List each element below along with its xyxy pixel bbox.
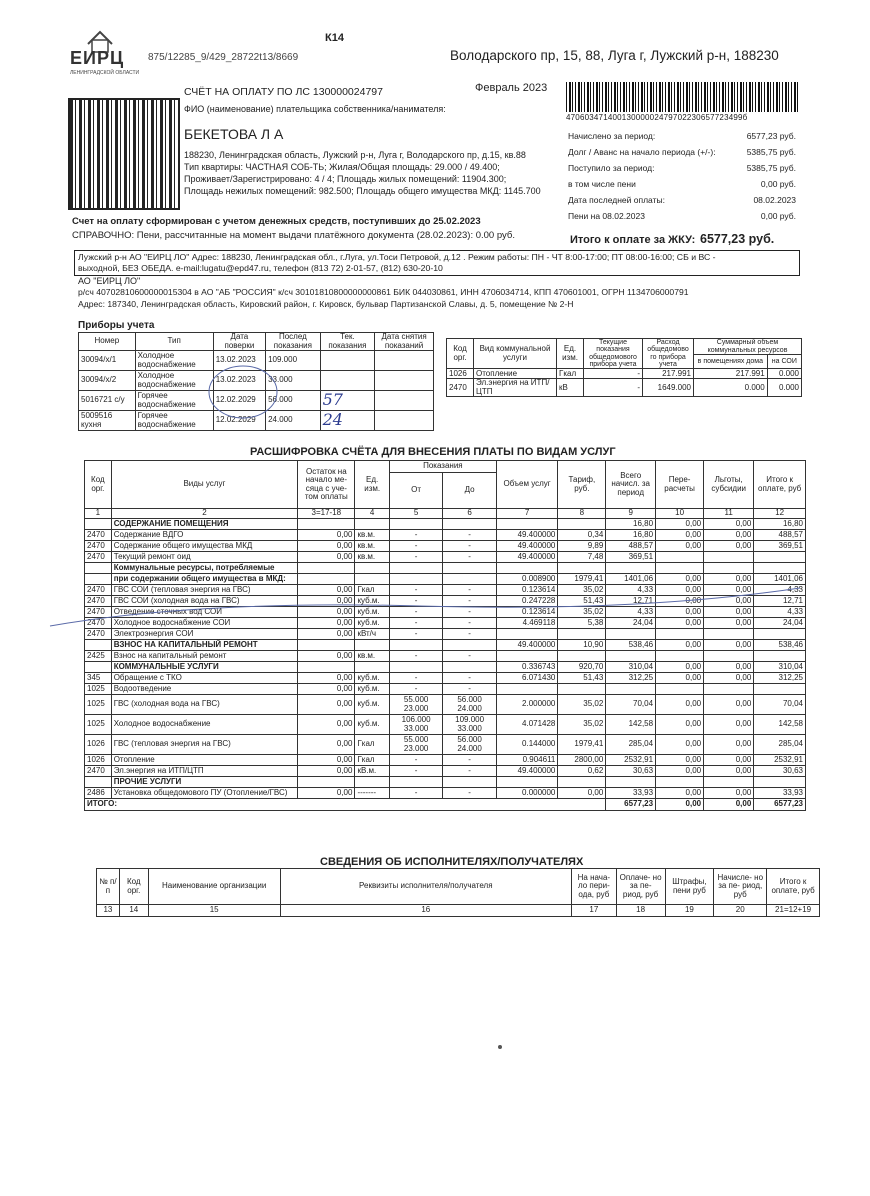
payer-label: ФИО (наименование) плательщика собственника/нанимателя: [184,104,446,114]
summary-row: Дата последней оплаты: 08.02.2023 [568,194,796,205]
service-row: 2470 ГВС СОИ (холодная вода на ГВС) 0,00 куб.м. - - 0.247228 51,43 12,71 0,00 0,00 12,71 [85,596,806,607]
header-address: Володарского пр, 15, 88, Луга г, Лужский р-н, 188230 [450,48,779,63]
bill-detail-1: 188230, Ленинградская область, Лужский р-н, Луга г, Володарского пр, д.15, кв.88 [184,150,526,160]
common-meter-row: 2470 Эл.энергия на ИТП/ЦТП кВ - 1649.000 0.000 0.000 [447,379,802,397]
page-dot [498,1045,502,1049]
meters-title: Приборы учета [78,320,155,331]
office-mark: К14 [325,32,344,44]
org-line-5: Адрес: 187340, Ленинградская область, Кировский район, г. Кировск, бульвар Партизанской Славы, д. 5, помещение № 2-Н [78,299,574,309]
bill-detail-3: Проживает/Зарегистрировано: 4 / 4; Площадь жилых помещений: 11904.300; [184,174,507,184]
services-table: Код орг. Виды услуг Остаток на начало ме- сяца с уче- том оплаты Ед. изм. Показания Объем услуг Тариф, руб. Всего начисл. за период Пере- расчеты Льготы, субсидии Итого к оплате, руб От До 1 2 3=17-18 4 5 6 7 8 9 10 11 12 СОДЕРЖАНИЕ ПОМЕЩЕНИЯ 16,80 0,00 0,00 16,80 2470 Содержание ВДГО 0,00 кв.м. - - 49.400000 0,34 16,80 0,00 0,00 488,57 2470 Содержание общего имущества МКД 0,00 кв.м. - - 49.400000 9,89 488,57 0,00 0,00 369,51 2470 Текущий ремонт оид 0,00 кв.м. - - 49.400000 7,48 369,51 Коммунальные ресурсы, потребляемые при содержании общего имущества в МКД: 0.008900 1979,41 1401,06 0,00 0,00 1401,06 2470 ГВС СОИ (тепловая энергия на ГВС) 0,00 Гкал - - 0.123614 35,02 4,33 0,00 0,00 4,33 2470 ГВС СОИ (холодная вода на ГВС) 0,00 куб.м. - - 0.247228 51,43 12,71 0,00 0,00 12,71 2470 Отведение сточных вод СОИ 0,00 куб.м. - - 0.123614 35,02 4,33 0,00 0,00 4,33 2470 Холодное водоснабжение СОИ 0,00 куб.м. - - 4.469118 5,38 24,04 0,00 0,00 24,04 2470 Электроэнергия СОИ 0,00 кВт/ч - - ВЗНОС НА КАПИТАЛЬНЫЙ РЕМОНТ 49.400000 10,90 538,46 0,00 0,00 538,46 2425 Взнос на капитальный ремонт 0,00 кв.м. - - КОММУНАЛЬНЫЕ УСЛУГИ 0.336743 920,70 310,04 0,00 0,00 310,04 345 Обращение с ТКО 0,00 куб.м. - - 6.071430 51,43 312,25 0,00 0,00 312,25 1025 Водоотведение 0,00 куб.м. - - 1025 ГВС (холодная вода на ГВС) 0,00 куб.м. 55.000 23.000 56.000 24.000 2.000000 35,02 70,04 0,00 0,00 70,04 1025 Холодное водоснабжение 0,00 куб.м. 106.000 33.000 109.000 33.000 4.071428 35,02 142,58 0,00 0,00 142,58 1026 ГВС (тепловая энергия на ГВС) 0,00 Гкал 55.000 23.000 56.000 24.000 0.144000 1979,41 285,04 0,00 0,00 285,04 1026 Отопление 0,00 Гкал - - 0.904611 2800,00 2532,91 0,00 0,00 2532,91 2470 Эл.энергия на ИТП/ЦТП 0,00 кВ.м. - - 49.400000 0,62 30,63 0,00 0,00 30,63 ПРОЧИЕ УСЛУГИ 2486 Установка общедомового ПУ (Отопление/ГВС) 0,00 ------- - - 0.000000 0,00 33,93 0,00 0,00 33,93 ИТОГО: 6577,23 0,00 0,00 6577,23 [84,460,806,811]
handwritten-reading: 57 [320,391,375,411]
common-meter-row: 1026 Отопление Гкал - 217.991 217.991 0.000 [447,369,802,379]
bill-title: СЧЁТ НА ОПЛАТУ ПО ЛС 130000024797 [184,86,383,98]
service-row: 2470 Содержание общего имущества МКД 0,00 кв.м. - - 49.400000 9,89 488,57 0,00 0,00 369,51 [85,541,806,552]
services-totals-row: ИТОГО: 6577,23 0,00 0,00 6577,23 [85,799,806,811]
service-row: 2470 Эл.энергия на ИТП/ЦТП 0,00 кВ.м. - - 49.400000 0,62 30,63 0,00 0,00 30,63 [85,766,806,777]
service-row: 2425 Взнос на капитальный ремонт 0,00 кв.м. - - [85,651,806,662]
service-row: 2486 Установка общедомового ПУ (Отопление/ГВС) 0,00 ------- - - 0.000000 0,00 33,93 0,00 0,00 33,93 [85,788,806,799]
recipients-title: СВЕДЕНИЯ ОБ ИСПОЛНИТЕЛЯХ/ПОЛУЧАТЕЛЯХ [320,856,584,868]
services-title: РАСШИФРОВКА СЧЁТА ДЛЯ ВНЕСЕНИЯ ПЛАТЫ ПО ВИДАМ УСЛУГ [250,446,616,458]
summary-row: в том числе пени 0,00 руб. [568,178,796,189]
total-label: Итого к оплате за ЖКУ: [570,234,696,246]
meters-table: Номер Тип Дата поверки Послед показания Тек. показания Дата снятия показаний 30094/x/1 Холодное водоснабжение 13.02.2023 109.000 30094/x/2 Холодное водоснабжение 13.02.2023 33.000 5016721 c/y Горячее водоснабжение 12.02.2029 56.000 57 5009516 кухня Горячее водоснабжение 12.02.2029 24.000 24 [78,332,434,431]
service-row: 2470 Отведение сточных вод СОИ 0,00 куб.м. - - 0.123614 35,02 4,33 0,00 0,00 4,33 [85,607,806,618]
summary-row: Начислено за период: 6577,23 руб. [568,130,796,141]
service-row: 2470 Текущий ремонт оид 0,00 кв.м. - - 49.400000 7,48 369,51 [85,552,806,563]
service-row: 2470 ГВС СОИ (тепловая энергия на ГВС) 0,00 Гкал - - 0.123614 35,02 4,33 0,00 0,00 4,33 [85,585,806,596]
service-row: при содержании общего имущества в МКД: 0.008900 1979,41 1401,06 0,00 0,00 1401,06 [85,574,806,585]
service-row: 1025 ГВС (холодная вода на ГВС) 0,00 куб.м. 55.000 23.000 56.000 24.000 2.000000 35,02 70,04 0,00 0,00 70,04 [85,695,806,715]
common-meters-table: Код орг. Вид коммунальной услуги Ед. изм. Текущие показания общедомового прибора учета Расход общедомово го прибора учета Суммарный объем коммунальных ресурсов в помещениях дома на СОИ 1026 Отопление Гкал - 217.991 217.991 0.000 2470 Эл.энергия на ИТП/ЦТП кВ - 1649.000 0.000 0.000 [446,338,802,397]
formed-note: Счет на оплату сформирован с учетом денежных средств, поступивших до 25.02.2023 [72,216,481,227]
underline-mark [50,588,800,626]
service-row: 345 Обращение с ТКО 0,00 куб.м. - - 6.071430 51,43 312,25 0,00 0,00 312,25 [85,673,806,684]
summary-row: Пени на 08.02.2023 0,00 руб. [568,210,796,221]
service-row: ВЗНОС НА КАПИТАЛЬНЫЙ РЕМОНТ 49.400000 10,90 538,46 0,00 0,00 538,46 [85,640,806,651]
logo-text: ЕИРЦ [70,48,125,68]
bill-detail-4: Площадь нежилых помещений: 982.500; Площадь общего имущества МКД: 1145.700 [184,186,541,196]
recipients-table: № п/п Код орг. Наименование организации Реквизиты исполнителя/получателя На нача- ло пери- ода, руб Оплаче- но за пе- риод, руб Штрафы, пени руб Начисле- но за пе- риод, руб Итого к оплате, руб 13 14 15 16 17 18 19 20 21=12+19 [96,868,820,917]
service-row: ПРОЧИЕ УСЛУГИ [85,777,806,788]
summary-row: Долг / Аванс на начало периода (+/-): 5385,75 руб. [568,146,796,157]
penalty-note: СПРАВОЧНО: Пени, рассчитанные на момент выдачи платёжного документа (28.02.2023): 0.00 руб. [72,230,515,241]
service-row: КОММУНАЛЬНЫЕ УСЛУГИ 0.336743 920,70 310,04 0,00 0,00 310,04 [85,662,806,673]
barcode-number: 47060347140013000002479702230657723499б [566,113,748,122]
circle-mark [209,366,277,418]
meter-row: 30094/x/1 Холодное водоснабжение 13.02.2023 109.000 [79,351,434,371]
meter-row: 30094/x/2 Холодное водоснабжение 13.02.2023 33.000 [79,371,434,391]
service-row: 2470 Холодное водоснабжение СОИ 0,00 куб.м. - - 4.469118 5,38 24,04 0,00 0,00 24,04 [85,618,806,629]
service-row: 2470 Электроэнергия СОИ 0,00 кВт/ч - - [85,629,806,640]
bill-detail-2: Тип квартиры: ЧАСТНАЯ СОБ-ТЬ; Жилая/Общая площадь: 29.000 / 49.400; [184,162,500,172]
meter-row: 5009516 кухня Горячее водоснабжение 12.02.2029 24.000 24 [79,411,434,431]
service-row: 1026 ГВС (тепловая энергия на ГВС) 0,00 Гкал 55.000 23.000 56.000 24.000 0.144000 1979,41 285,04 0,00 0,00 285,04 [85,735,806,755]
org-line-3: АО "ЕИРЦ ЛО" [78,276,141,286]
service-row: СОДЕРЖАНИЕ ПОМЕЩЕНИЯ 16,80 0,00 0,00 16,80 [85,519,806,530]
service-row: 1025 Водоотведение 0,00 куб.м. - - [85,684,806,695]
meter-row: 5016721 c/y Горячее водоснабжение 12.02.2029 56.000 57 [79,391,434,411]
service-row: 2470 Содержание ВДГО 0,00 кв.м. - - 49.400000 0,34 16,80 0,00 0,00 488,57 [85,530,806,541]
org-line-4: р/сч 40702810600000015304 в АО "АБ "РОССИЯ" к/сч 30101810800000000861 БИК 044030861, ИНН 4706034714, КПП 470601001, ОГРН 1134706000791 [78,287,689,297]
summary-row: Поступило за период: 5385,75 руб. [568,162,796,173]
total-value: 6577,23 руб. [700,232,775,246]
org-line-2: выходной, БЕЗ ОБЕДА. e-mail:lugatu@epd47.ru, телефон (813 72) 2-01-57, (812) 630-20-10 [78,263,443,273]
bill-period: Февраль 2023 [475,82,548,94]
payer-name: БЕКЕТОВА Л А [184,126,284,142]
handwritten-reading: 24 [320,411,375,431]
logo-subtitle: ЛЕНИНГРАДСКОЙ ОБЛАСТИ [70,70,140,76]
service-row: 1025 Холодное водоснабжение 0,00 куб.м. 106.000 33.000 109.000 33.000 4.071428 35,02 142,58 0,00 0,00 142,58 [85,715,806,735]
org-line-1: Лужский р-н АО "ЕИРЦ ЛО" Адрес: 188230, Ленинградская обл., г.Луга, ул.Тоси Петровой, д.12 . Режим работы: ПН - ЧТ 8:00-17:00; ПТ 08:00-16:00; СБ и ВС - [78,252,716,262]
service-row: 1026 Отопление 0,00 Гкал - - 0.904611 2800,00 2532,91 0,00 0,00 2532,91 [85,755,806,766]
account-code: 875/12285_9/429_28722t13/8669 [148,52,299,63]
service-row: Коммунальные ресурсы, потребляемые [85,563,806,574]
